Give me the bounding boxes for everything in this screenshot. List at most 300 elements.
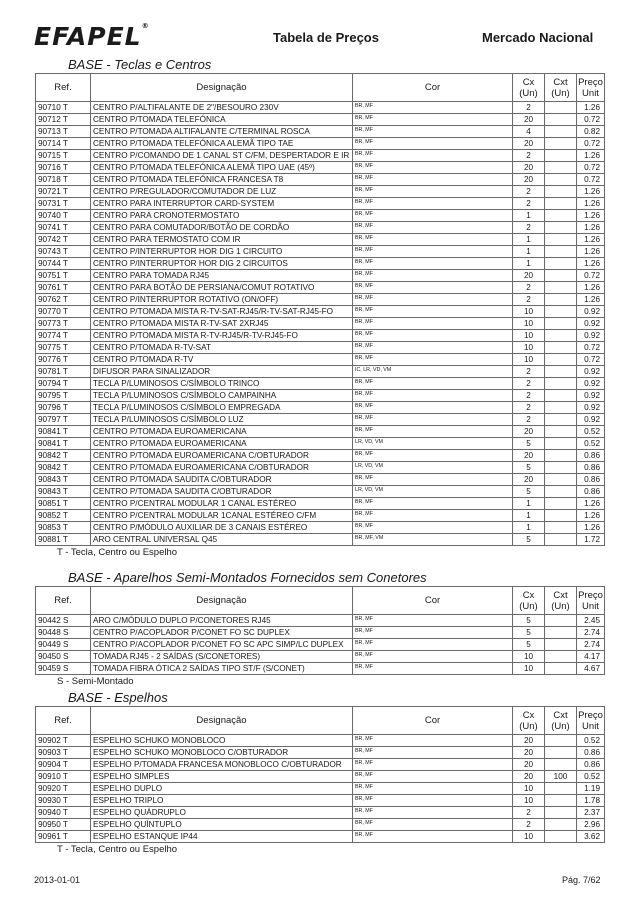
table-row bbox=[36, 615, 605, 627]
cell-ref: 90762 T bbox=[36, 294, 91, 306]
table-row bbox=[36, 102, 605, 114]
cell-cx: 2 bbox=[513, 282, 545, 294]
cell-designacao: CENTRO P/TOMADA EUROAMERICANA bbox=[91, 426, 353, 438]
cell-cor: BR, MF bbox=[353, 270, 513, 282]
cell-cx: 2 bbox=[513, 378, 545, 390]
col-header-ref: Ref. bbox=[36, 707, 91, 735]
cell-cxt bbox=[545, 831, 577, 843]
table-row bbox=[36, 450, 605, 462]
legend-note: T - Tecla, Centro ou Espelho bbox=[57, 844, 178, 855]
cell-cxt bbox=[545, 735, 577, 747]
cell-cx: 10 bbox=[513, 342, 545, 354]
col-header-ref: Ref. bbox=[36, 74, 91, 102]
cell-designacao: CENTRO P/ACOPLADOR P/CONET FO SC DUPLEX bbox=[91, 627, 353, 639]
table-row bbox=[36, 651, 605, 663]
cell-cor: BR, MF bbox=[353, 510, 513, 522]
cell-preco: 0.72 bbox=[577, 138, 605, 150]
cell-designacao: CENTRO P/INTERRUPTOR HOR DIG 1 CIRCUITO bbox=[91, 246, 353, 258]
cell-designacao: DIFUSOR PARA SINALIZADOR bbox=[91, 366, 353, 378]
cell-preco: 1.26 bbox=[577, 150, 605, 162]
table-row bbox=[36, 759, 605, 771]
cell-cxt bbox=[545, 342, 577, 354]
cell-cx: 20 bbox=[513, 174, 545, 186]
cell-designacao: CENTRO P/CENTRAL MODULAR 1CANAL ESTÉREO C/FM bbox=[91, 510, 353, 522]
cell-ref: 90770 T bbox=[36, 306, 91, 318]
cell-preco: 1.26 bbox=[577, 222, 605, 234]
cell-preco: 4.17 bbox=[577, 651, 605, 663]
col-header-designacao: Designação bbox=[91, 74, 353, 102]
cell-ref: 90940 T bbox=[36, 807, 91, 819]
cell-ref: 90842 T bbox=[36, 450, 91, 462]
table-row bbox=[36, 342, 605, 354]
cell-cx: 5 bbox=[513, 438, 545, 450]
cell-cx: 2 bbox=[513, 819, 545, 831]
cell-ref: 90448 S bbox=[36, 627, 91, 639]
cell-cx: 5 bbox=[513, 615, 545, 627]
cell-preco: 2.74 bbox=[577, 627, 605, 639]
price-table bbox=[35, 73, 605, 546]
cell-designacao: ESPELHO SCHUKO MONOBLOCO bbox=[91, 735, 353, 747]
cell-cx: 1 bbox=[513, 510, 545, 522]
cell-designacao: CENTRO PARA CRONOTERMOSTATO bbox=[91, 210, 353, 222]
cell-cx: 1 bbox=[513, 498, 545, 510]
cell-ref: 90852 T bbox=[36, 510, 91, 522]
cell-ref: 90781 T bbox=[36, 366, 91, 378]
cell-cor: BR, MF bbox=[353, 234, 513, 246]
cell-cxt bbox=[545, 462, 577, 474]
cell-ref: 90950 T bbox=[36, 819, 91, 831]
cell-cor: BR, MF bbox=[353, 831, 513, 843]
col-header-ref: Ref. bbox=[36, 587, 91, 615]
cell-preco: 1.26 bbox=[577, 186, 605, 198]
cell-cxt bbox=[545, 102, 577, 114]
cell-ref: 90761 T bbox=[36, 282, 91, 294]
cell-cx: 20 bbox=[513, 747, 545, 759]
cell-preco: 1.72 bbox=[577, 534, 605, 546]
cell-cx: 5 bbox=[513, 486, 545, 498]
cell-ref: 90744 T bbox=[36, 258, 91, 270]
cell-cx: 20 bbox=[513, 114, 545, 126]
cell-designacao: CENTRO P/INTERRUPTOR ROTATIVO (ON/OFF) bbox=[91, 294, 353, 306]
cell-cxt bbox=[545, 747, 577, 759]
cell-cx: 2 bbox=[513, 102, 545, 114]
cell-cor: BR, MF bbox=[353, 102, 513, 114]
cell-cxt bbox=[545, 198, 577, 210]
table-row bbox=[36, 819, 605, 831]
cell-cxt bbox=[545, 414, 577, 426]
cell-cxt bbox=[545, 402, 577, 414]
cell-ref: 90853 T bbox=[36, 522, 91, 534]
cell-designacao: ESPELHO DUPLO bbox=[91, 783, 353, 795]
cell-cor: BR, MF bbox=[353, 174, 513, 186]
cell-cxt bbox=[545, 126, 577, 138]
cell-designacao: ARO CENTRAL UNIVERSAL Q45 bbox=[91, 534, 353, 546]
cell-preco: 0.86 bbox=[577, 462, 605, 474]
cell-cxt bbox=[545, 486, 577, 498]
cell-cx: 20 bbox=[513, 426, 545, 438]
cell-cx: 20 bbox=[513, 138, 545, 150]
cell-designacao: CENTRO P/INTERRUPTOR HOR DIG 2 CIRCUITOS bbox=[91, 258, 353, 270]
cell-designacao: TECLA P/LUMINOSOS C/SÍMBOLO CAMPAINHA bbox=[91, 390, 353, 402]
cell-designacao: ESPELHO SCHUKO MONOBLOCO C/OBTURADOR bbox=[91, 747, 353, 759]
cell-cor: BR, MF bbox=[353, 378, 513, 390]
cell-cx: 1 bbox=[513, 234, 545, 246]
cell-designacao: CENTRO P/ACOPLADOR P/CONET FO SC APC SIMP/LC DUPLEX bbox=[91, 639, 353, 651]
section-title: BASE - Teclas e Centros bbox=[68, 57, 212, 72]
cell-preco: 1.26 bbox=[577, 294, 605, 306]
col-header-designacao: Designação bbox=[91, 587, 353, 615]
cell-cx: 4 bbox=[513, 126, 545, 138]
cell-preco: 4.67 bbox=[577, 663, 605, 675]
cell-cxt bbox=[545, 258, 577, 270]
cell-preco: 1.26 bbox=[577, 198, 605, 210]
cell-ref: 90796 T bbox=[36, 402, 91, 414]
cell-preco: 0.92 bbox=[577, 390, 605, 402]
table-row bbox=[36, 510, 605, 522]
cell-cor: BR, MF bbox=[353, 807, 513, 819]
cell-cxt bbox=[545, 639, 577, 651]
cell-designacao: CENTRO P/TOMADA R-TV-SAT bbox=[91, 342, 353, 354]
table-row bbox=[36, 318, 605, 330]
cell-preco: 1.26 bbox=[577, 102, 605, 114]
table-row bbox=[36, 534, 605, 546]
cell-ref: 90721 T bbox=[36, 186, 91, 198]
table-header-row bbox=[36, 707, 605, 735]
cell-ref: 90910 T bbox=[36, 771, 91, 783]
table-row bbox=[36, 795, 605, 807]
cell-designacao: CENTRO P/MÓDULO AUXILIAR DE 3 CANAIS ESTÉREO bbox=[91, 522, 353, 534]
cell-cxt bbox=[545, 663, 577, 675]
cell-cor: BR, MF bbox=[353, 186, 513, 198]
cell-cor: BR, MF bbox=[353, 282, 513, 294]
footer-date: 2013-01-01 bbox=[34, 875, 81, 885]
cell-preco: 0.92 bbox=[577, 318, 605, 330]
cell-preco: 0.86 bbox=[577, 747, 605, 759]
cell-designacao: CENTRO P/TOMADA TELEFÓNICA ALEMÃ TIPO UAE (45º) bbox=[91, 162, 353, 174]
cell-cor: BR, MF bbox=[353, 222, 513, 234]
cell-cx: 2 bbox=[513, 198, 545, 210]
table-row bbox=[36, 747, 605, 759]
cell-preco: 0.72 bbox=[577, 174, 605, 186]
cell-designacao: TECLA P/LUMINOSOS C/SÍMBOLO LUZ bbox=[91, 414, 353, 426]
cell-designacao: TECLA P/LUMINOSOS C/SÍMBOLO TRINCO bbox=[91, 378, 353, 390]
cell-designacao: TOMADA RJ45 - 2 SAÍDAS (S/CONETORES) bbox=[91, 651, 353, 663]
cell-cxt bbox=[545, 330, 577, 342]
table-row bbox=[36, 354, 605, 366]
cell-designacao: CENTRO P/REGULADOR/COMUTADOR DE LUZ bbox=[91, 186, 353, 198]
cell-cor: BR, MF bbox=[353, 759, 513, 771]
cell-ref: 90731 T bbox=[36, 198, 91, 210]
col-header-cxt: Cxt (Un) bbox=[545, 707, 577, 735]
cell-cx: 10 bbox=[513, 306, 545, 318]
table-row bbox=[36, 282, 605, 294]
cell-preco: 0.52 bbox=[577, 771, 605, 783]
cell-preco: 0.52 bbox=[577, 735, 605, 747]
cell-cx: 2 bbox=[513, 414, 545, 426]
cell-cx: 1 bbox=[513, 246, 545, 258]
cell-ref: 90776 T bbox=[36, 354, 91, 366]
cell-cx: 10 bbox=[513, 354, 545, 366]
cell-designacao: CENTRO P/TOMADA EUROAMERICANA bbox=[91, 438, 353, 450]
cell-ref: 90712 T bbox=[36, 114, 91, 126]
cell-preco: 0.86 bbox=[577, 450, 605, 462]
cell-cx: 5 bbox=[513, 639, 545, 651]
cell-ref: 90841 T bbox=[36, 438, 91, 450]
cell-cor: IC, LR, VD, VM bbox=[353, 366, 513, 378]
cell-cxt bbox=[545, 627, 577, 639]
cell-cor: BR, MF bbox=[353, 114, 513, 126]
section-teclas-centros bbox=[35, 56, 604, 559]
table-row bbox=[36, 426, 605, 438]
cell-cx: 20 bbox=[513, 474, 545, 486]
table-row bbox=[36, 162, 605, 174]
col-header-cor: Cor bbox=[353, 707, 513, 735]
cell-cxt bbox=[545, 234, 577, 246]
cell-cor: BR, MF bbox=[353, 414, 513, 426]
col-header-cx: Cx (Un) bbox=[513, 587, 545, 615]
cell-designacao: CENTRO P/TOMADA SAUDITA C/OBTURADOR bbox=[91, 486, 353, 498]
cell-cx: 1 bbox=[513, 210, 545, 222]
cell-cxt bbox=[545, 615, 577, 627]
table-row bbox=[36, 114, 605, 126]
table-row bbox=[36, 663, 605, 675]
col-header-preco: Preço Unit bbox=[577, 587, 605, 615]
table-row bbox=[36, 771, 605, 783]
table-row bbox=[36, 294, 605, 306]
cell-ref: 90920 T bbox=[36, 783, 91, 795]
cell-cxt bbox=[545, 522, 577, 534]
cell-ref: 90773 T bbox=[36, 318, 91, 330]
cell-cxt bbox=[545, 651, 577, 663]
legend-note: T - Tecla, Centro ou Espelho bbox=[57, 547, 178, 558]
cell-designacao: CENTRO PARA INTERRUPTOR CARD-SYSTEM bbox=[91, 198, 353, 210]
cell-designacao: CENTRO PARA TOMADA RJ45 bbox=[91, 270, 353, 282]
cell-designacao: CENTRO PARA COMUTADOR/BOTÃO DE CORDÃO bbox=[91, 222, 353, 234]
cell-preco: 2.74 bbox=[577, 639, 605, 651]
cell-ref: 90713 T bbox=[36, 126, 91, 138]
cell-designacao: TOMADA FIBRA ÓTICA 2 SAÍDAS TIPO ST/F (S/CONET) bbox=[91, 663, 353, 675]
col-header-cx: Cx (Un) bbox=[513, 74, 545, 102]
col-header-cor: Cor bbox=[353, 74, 513, 102]
cell-preco: 1.26 bbox=[577, 522, 605, 534]
cell-cxt bbox=[545, 510, 577, 522]
cell-ref: 90794 T bbox=[36, 378, 91, 390]
section-espelhos bbox=[35, 689, 604, 856]
cell-cor: BR, MF bbox=[353, 771, 513, 783]
cell-designacao: CENTRO P/TOMADA EUROAMERICANA C/OBTURADOR bbox=[91, 450, 353, 462]
cell-cxt bbox=[545, 426, 577, 438]
cell-designacao: CENTRO PARA BOTÃO DE PERSIANA/COMUT ROTATIVO bbox=[91, 282, 353, 294]
table-row bbox=[36, 330, 605, 342]
cell-cx: 5 bbox=[513, 627, 545, 639]
cell-cor: BR, MF, VM bbox=[353, 534, 513, 546]
cell-cx: 2 bbox=[513, 222, 545, 234]
table-row bbox=[36, 735, 605, 747]
cell-cor: BR, MF bbox=[353, 162, 513, 174]
table-row bbox=[36, 258, 605, 270]
cell-preco: 1.19 bbox=[577, 783, 605, 795]
table-row bbox=[36, 138, 605, 150]
cell-ref: 90715 T bbox=[36, 150, 91, 162]
cell-cx: 5 bbox=[513, 462, 545, 474]
cell-designacao: CENTRO P/ALTIFALANTE DE 2"/BESOURO 230V bbox=[91, 102, 353, 114]
cell-cor: BR, MF bbox=[353, 747, 513, 759]
table-row bbox=[36, 210, 605, 222]
cell-cxt bbox=[545, 114, 577, 126]
cell-cxt bbox=[545, 438, 577, 450]
cell-designacao: ESPELHO SIMPLES bbox=[91, 771, 353, 783]
cell-cor: BR, MF bbox=[353, 795, 513, 807]
cell-ref: 90742 T bbox=[36, 234, 91, 246]
col-header-cxt: Cxt (Un) bbox=[545, 587, 577, 615]
cell-ref: 90843 T bbox=[36, 474, 91, 486]
cell-preco: 0.92 bbox=[577, 330, 605, 342]
table-row bbox=[36, 234, 605, 246]
cell-cor: BR, MF bbox=[353, 663, 513, 675]
price-table bbox=[35, 706, 605, 843]
cell-cx: 2 bbox=[513, 402, 545, 414]
cell-cxt bbox=[545, 783, 577, 795]
cell-cx: 20 bbox=[513, 450, 545, 462]
table-row bbox=[36, 306, 605, 318]
cell-preco: 1.26 bbox=[577, 210, 605, 222]
cell-ref: 90843 T bbox=[36, 486, 91, 498]
cell-designacao: CENTRO P/CENTRAL MODULAR 1 CANAL ESTÉREO bbox=[91, 498, 353, 510]
cell-preco: 1.26 bbox=[577, 510, 605, 522]
cell-cx: 2 bbox=[513, 390, 545, 402]
cell-cor: BR, MF bbox=[353, 210, 513, 222]
cell-ref: 90740 T bbox=[36, 210, 91, 222]
cell-cor: BR, MF bbox=[353, 402, 513, 414]
cell-preco: 1.26 bbox=[577, 234, 605, 246]
cell-ref: 90902 T bbox=[36, 735, 91, 747]
cell-cor: LR, VD, VM bbox=[353, 462, 513, 474]
cell-cx: 20 bbox=[513, 162, 545, 174]
table-row bbox=[36, 198, 605, 210]
cell-designacao: ESPELHO TRIPLO bbox=[91, 795, 353, 807]
cell-preco: 2.96 bbox=[577, 819, 605, 831]
table-row bbox=[36, 831, 605, 843]
col-header-preco: Preço Unit bbox=[577, 74, 605, 102]
cell-ref: 90449 S bbox=[36, 639, 91, 651]
cell-cx: 10 bbox=[513, 831, 545, 843]
cell-cor: LR, VD, VM bbox=[353, 486, 513, 498]
cell-cor: BR, MF bbox=[353, 306, 513, 318]
cell-cor: BR, MF bbox=[353, 426, 513, 438]
cell-cor: BR, MF bbox=[353, 651, 513, 663]
col-header-cxt: Cxt (Un) bbox=[545, 74, 577, 102]
cell-cor: BR, MF bbox=[353, 258, 513, 270]
cell-cxt bbox=[545, 378, 577, 390]
cell-ref: 90841 T bbox=[36, 426, 91, 438]
cell-preco: 0.72 bbox=[577, 354, 605, 366]
table-row bbox=[36, 438, 605, 450]
cell-cxt bbox=[545, 534, 577, 546]
table-row bbox=[36, 498, 605, 510]
table-row bbox=[36, 627, 605, 639]
price-table bbox=[35, 586, 605, 675]
cell-cor: BR, MF bbox=[353, 294, 513, 306]
cell-ref: 90710 T bbox=[36, 102, 91, 114]
table-header-row bbox=[36, 587, 605, 615]
cell-designacao: CENTRO P/TOMADA TELEFÓNICA bbox=[91, 114, 353, 126]
cell-cxt bbox=[545, 282, 577, 294]
cell-designacao: ESPELHO P/TOMADA FRANCESA MONOBLOCO C/OBTURADOR bbox=[91, 759, 353, 771]
cell-ref: 90930 T bbox=[36, 795, 91, 807]
table-row bbox=[36, 474, 605, 486]
cell-preco: 0.82 bbox=[577, 126, 605, 138]
table-header-row bbox=[36, 74, 605, 102]
cell-designacao: TECLA P/LUMINOSOS C/SÍMBOLO EMPREGADA bbox=[91, 402, 353, 414]
table-row bbox=[36, 639, 605, 651]
cell-cx: 2 bbox=[513, 186, 545, 198]
cell-cxt bbox=[545, 498, 577, 510]
cell-cxt bbox=[545, 807, 577, 819]
cell-cor: BR, MF bbox=[353, 318, 513, 330]
table-row bbox=[36, 246, 605, 258]
cell-cx: 20 bbox=[513, 735, 545, 747]
cell-cx: 2 bbox=[513, 366, 545, 378]
cell-cx: 1 bbox=[513, 522, 545, 534]
cell-ref: 90795 T bbox=[36, 390, 91, 402]
cell-preco: 0.92 bbox=[577, 402, 605, 414]
cell-ref: 90851 T bbox=[36, 498, 91, 510]
cell-cor: BR, MF bbox=[353, 627, 513, 639]
cell-preco: 0.72 bbox=[577, 342, 605, 354]
cell-preco: 0.86 bbox=[577, 759, 605, 771]
document-title: Tabela de Preços bbox=[273, 30, 379, 45]
cell-preco: 0.92 bbox=[577, 378, 605, 390]
table-row bbox=[36, 366, 605, 378]
cell-preco: 1.26 bbox=[577, 258, 605, 270]
brand-logo: EFAPEL® bbox=[34, 22, 150, 51]
cell-preco: 0.72 bbox=[577, 162, 605, 174]
cell-cx: 10 bbox=[513, 795, 545, 807]
cell-ref: 90774 T bbox=[36, 330, 91, 342]
cell-cxt bbox=[545, 210, 577, 222]
cell-ref: 90716 T bbox=[36, 162, 91, 174]
cell-preco: 1.26 bbox=[577, 282, 605, 294]
cell-preco: 0.72 bbox=[577, 114, 605, 126]
cell-cx: 20 bbox=[513, 759, 545, 771]
page-header bbox=[0, 0, 638, 56]
cell-cor: BR, MF bbox=[353, 198, 513, 210]
page-number: Pág. 7/62 bbox=[562, 875, 601, 885]
cell-cxt bbox=[545, 819, 577, 831]
table-row bbox=[36, 414, 605, 426]
cell-ref: 90881 T bbox=[36, 534, 91, 546]
cell-cxt bbox=[545, 174, 577, 186]
cell-preco: 1.78 bbox=[577, 795, 605, 807]
cell-preco: 2.37 bbox=[577, 807, 605, 819]
cell-cor: BR, MF bbox=[353, 474, 513, 486]
cell-ref: 90903 T bbox=[36, 747, 91, 759]
cell-cx: 20 bbox=[513, 270, 545, 282]
cell-ref: 90442 S bbox=[36, 615, 91, 627]
cell-cxt bbox=[545, 222, 577, 234]
section-title: BASE - Espelhos bbox=[68, 690, 168, 705]
cell-cor: BR, MF bbox=[353, 138, 513, 150]
cell-cor: BR, MF bbox=[353, 615, 513, 627]
cell-ref: 90904 T bbox=[36, 759, 91, 771]
table-row bbox=[36, 522, 605, 534]
cell-ref: 90797 T bbox=[36, 414, 91, 426]
cell-cor: BR, MF bbox=[353, 246, 513, 258]
cell-designacao: CENTRO P/TOMADA EUROAMERICANA C/OBTURADOR bbox=[91, 462, 353, 474]
cell-preco: 1.26 bbox=[577, 498, 605, 510]
table-row bbox=[36, 150, 605, 162]
cell-cor: BR, MF bbox=[353, 450, 513, 462]
